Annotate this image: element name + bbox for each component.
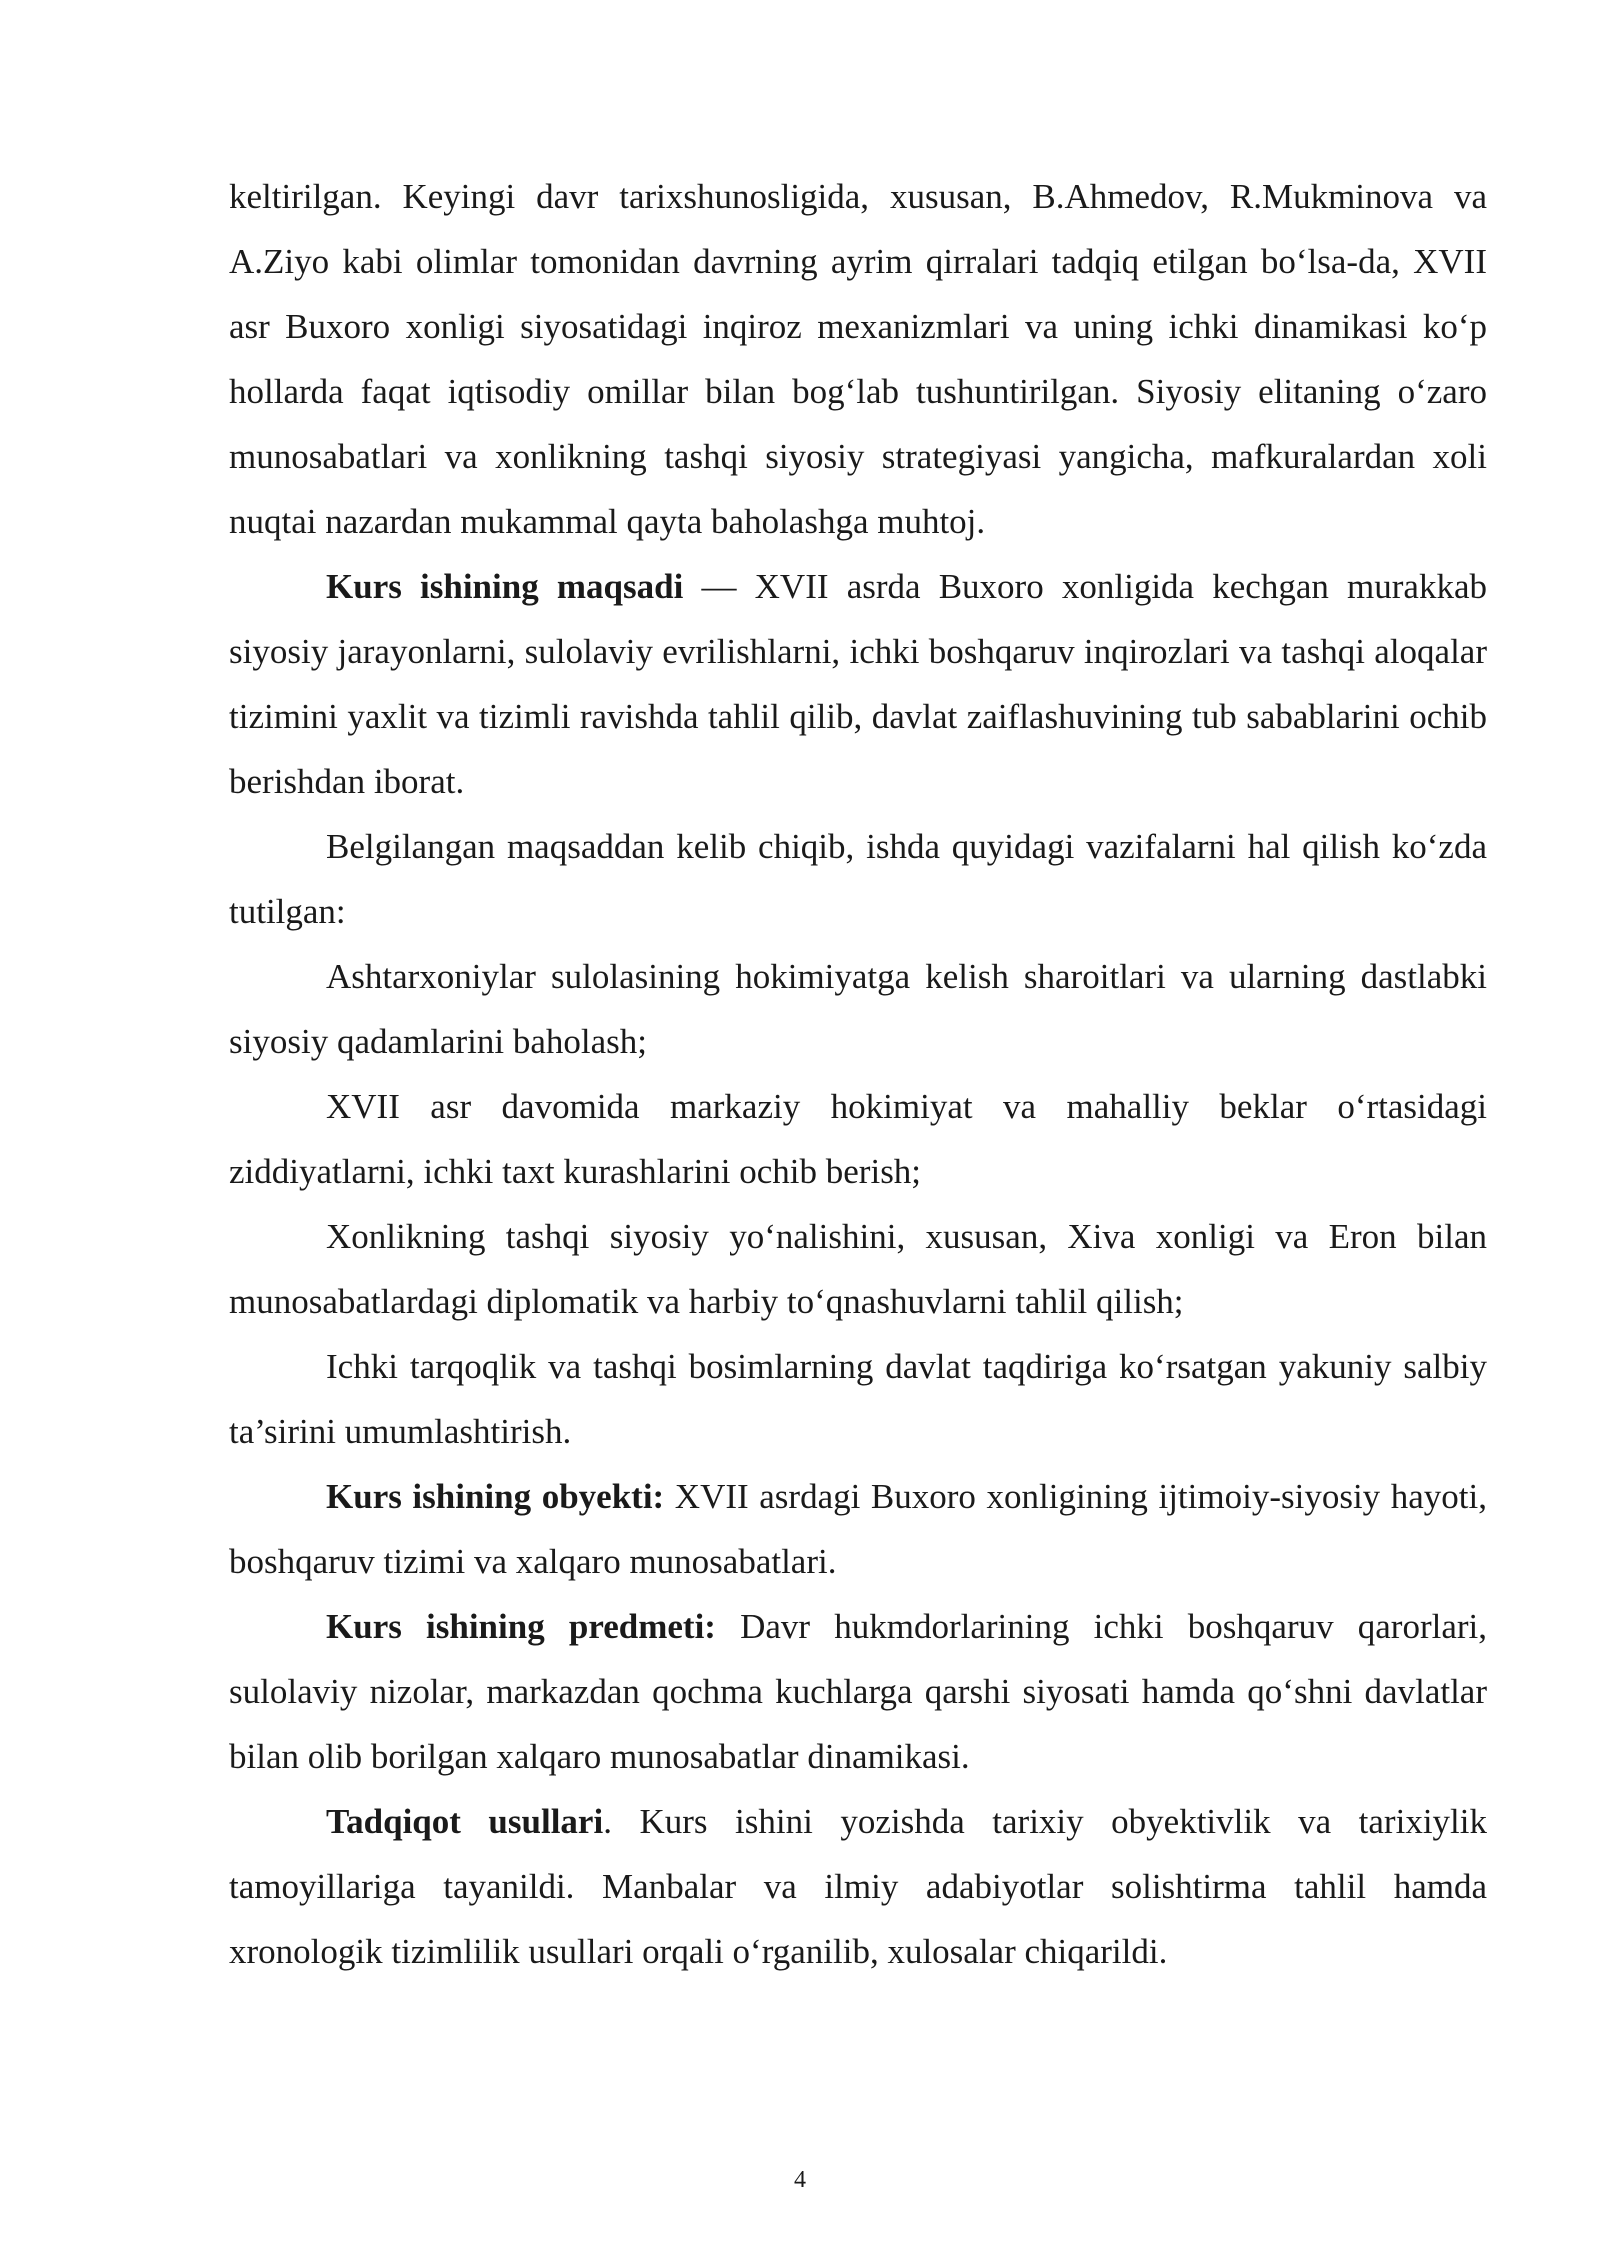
- paragraph-methods: [229, 1789, 1487, 1984]
- paragraph-subject: [229, 1594, 1487, 1789]
- paragraph-task-4: Ichki tarqoqlik va tashqi bosimlarning davlat taqdiriga ko‘rsatgan yakuniy salbiy ta’sirini umumlashtirish.: [229, 1347, 1487, 1451]
- page-number: 4: [794, 2167, 806, 2193]
- subject-text: Davr hukmdorlarining ichki boshqaruv qarorlari, sulolaviy nizolar, markazdan qochma kuchlarga qarshi siyosati hamda qo‘shni davlatlar bilan olib borilgan xalqaro munosabatlar dinamikasi.: [229, 1607, 1487, 1776]
- paragraph-task-2: XVII asr davomida markaziy hokimiyat va mahalliy beklar o‘rtasidagi ziddiyatlarni, ichki taxt kurashlarini ochib berish;: [229, 1087, 1487, 1191]
- object-text: XVII asrdagi Buxoro xonligining ijtimoiy-siyosiy hayoti, boshqaruv tizimi va xalqaro munosabatlari.: [229, 1477, 1487, 1581]
- goal-heading: Kurs ishining maqsadi: [326, 567, 684, 606]
- paragraph-task-3: Xonlikning tashqi siyosiy yo‘nalishini, xususan, Xiva xonligi va Eron bilan munosabatlardagi diplomatik va harbiy to‘qnashuvlarni tahlil qilish;: [229, 1217, 1487, 1321]
- paragraph-object: [229, 1464, 1487, 1594]
- paragraph-tasks-intro: Belgilangan maqsaddan kelib chiqib, ishda quyidagi vazifalarni hal qilish ko‘zda tutilgan:: [229, 827, 1487, 931]
- object-heading: Kurs ishining obyekti:: [326, 1477, 665, 1516]
- paragraph-task-1: Ashtarxoniylar sulolasining hokimiyatga kelish sharoitlari va ularning dastlabki siyosiy qadamlarini baholash;: [229, 957, 1487, 1061]
- paragraph-goal: [229, 554, 1487, 814]
- methods-text: . Kurs ishini yozishda tarixiy obyektivlik va tarixiylik tamoyillariga tayanildi. Manbalar va ilmiy adabiyotlar solishtirma tahlil hamda xronologik tizimlilik usullari orqali o‘rganilib, xulosalar chiqarildi.: [229, 1802, 1487, 1971]
- document-page-body: [229, 164, 1487, 1984]
- subject-heading: Kurs ishining predmeti:: [326, 1607, 716, 1646]
- goal-text: — XVII asrda Buxoro xonligida kechgan murakkab siyosiy jarayonlarni, sulolaviy evrilishlarni, ichki boshqaruv inqirozlari va tashqi aloqalar tizimini yaxlit va tizimli ravishda tahlil qilib, davlat zaiflashuvining tub sabablarini ochib berishdan iborat.: [229, 567, 1487, 801]
- methods-heading: Tadqiqot usullari: [326, 1802, 604, 1841]
- paragraph-historiography: keltirilgan. Keyingi davr tarixshunosligida, xususan, B.Ahmedov, R.Mukminova va A.Ziyo kabi olimlar tomonidan davrning ayrim qirralari tadqiq etilgan bo‘lsa-da, XVII asr Buxoro xonligi siyosatidagi inqiroz mexanizmlari va uning ichki dinamikasi ko‘p hollarda faqat iqtisodiy omillar bilan bog‘lab tushuntirilgan. Siyosiy elitaning o‘zaro munosabatlari va xonlikning tashqi siyosiy strategiyasi yangicha, mafkuralardan xoli nuqtai nazardan mukammal qayta baholashga muhtoj.: [229, 177, 1487, 541]
